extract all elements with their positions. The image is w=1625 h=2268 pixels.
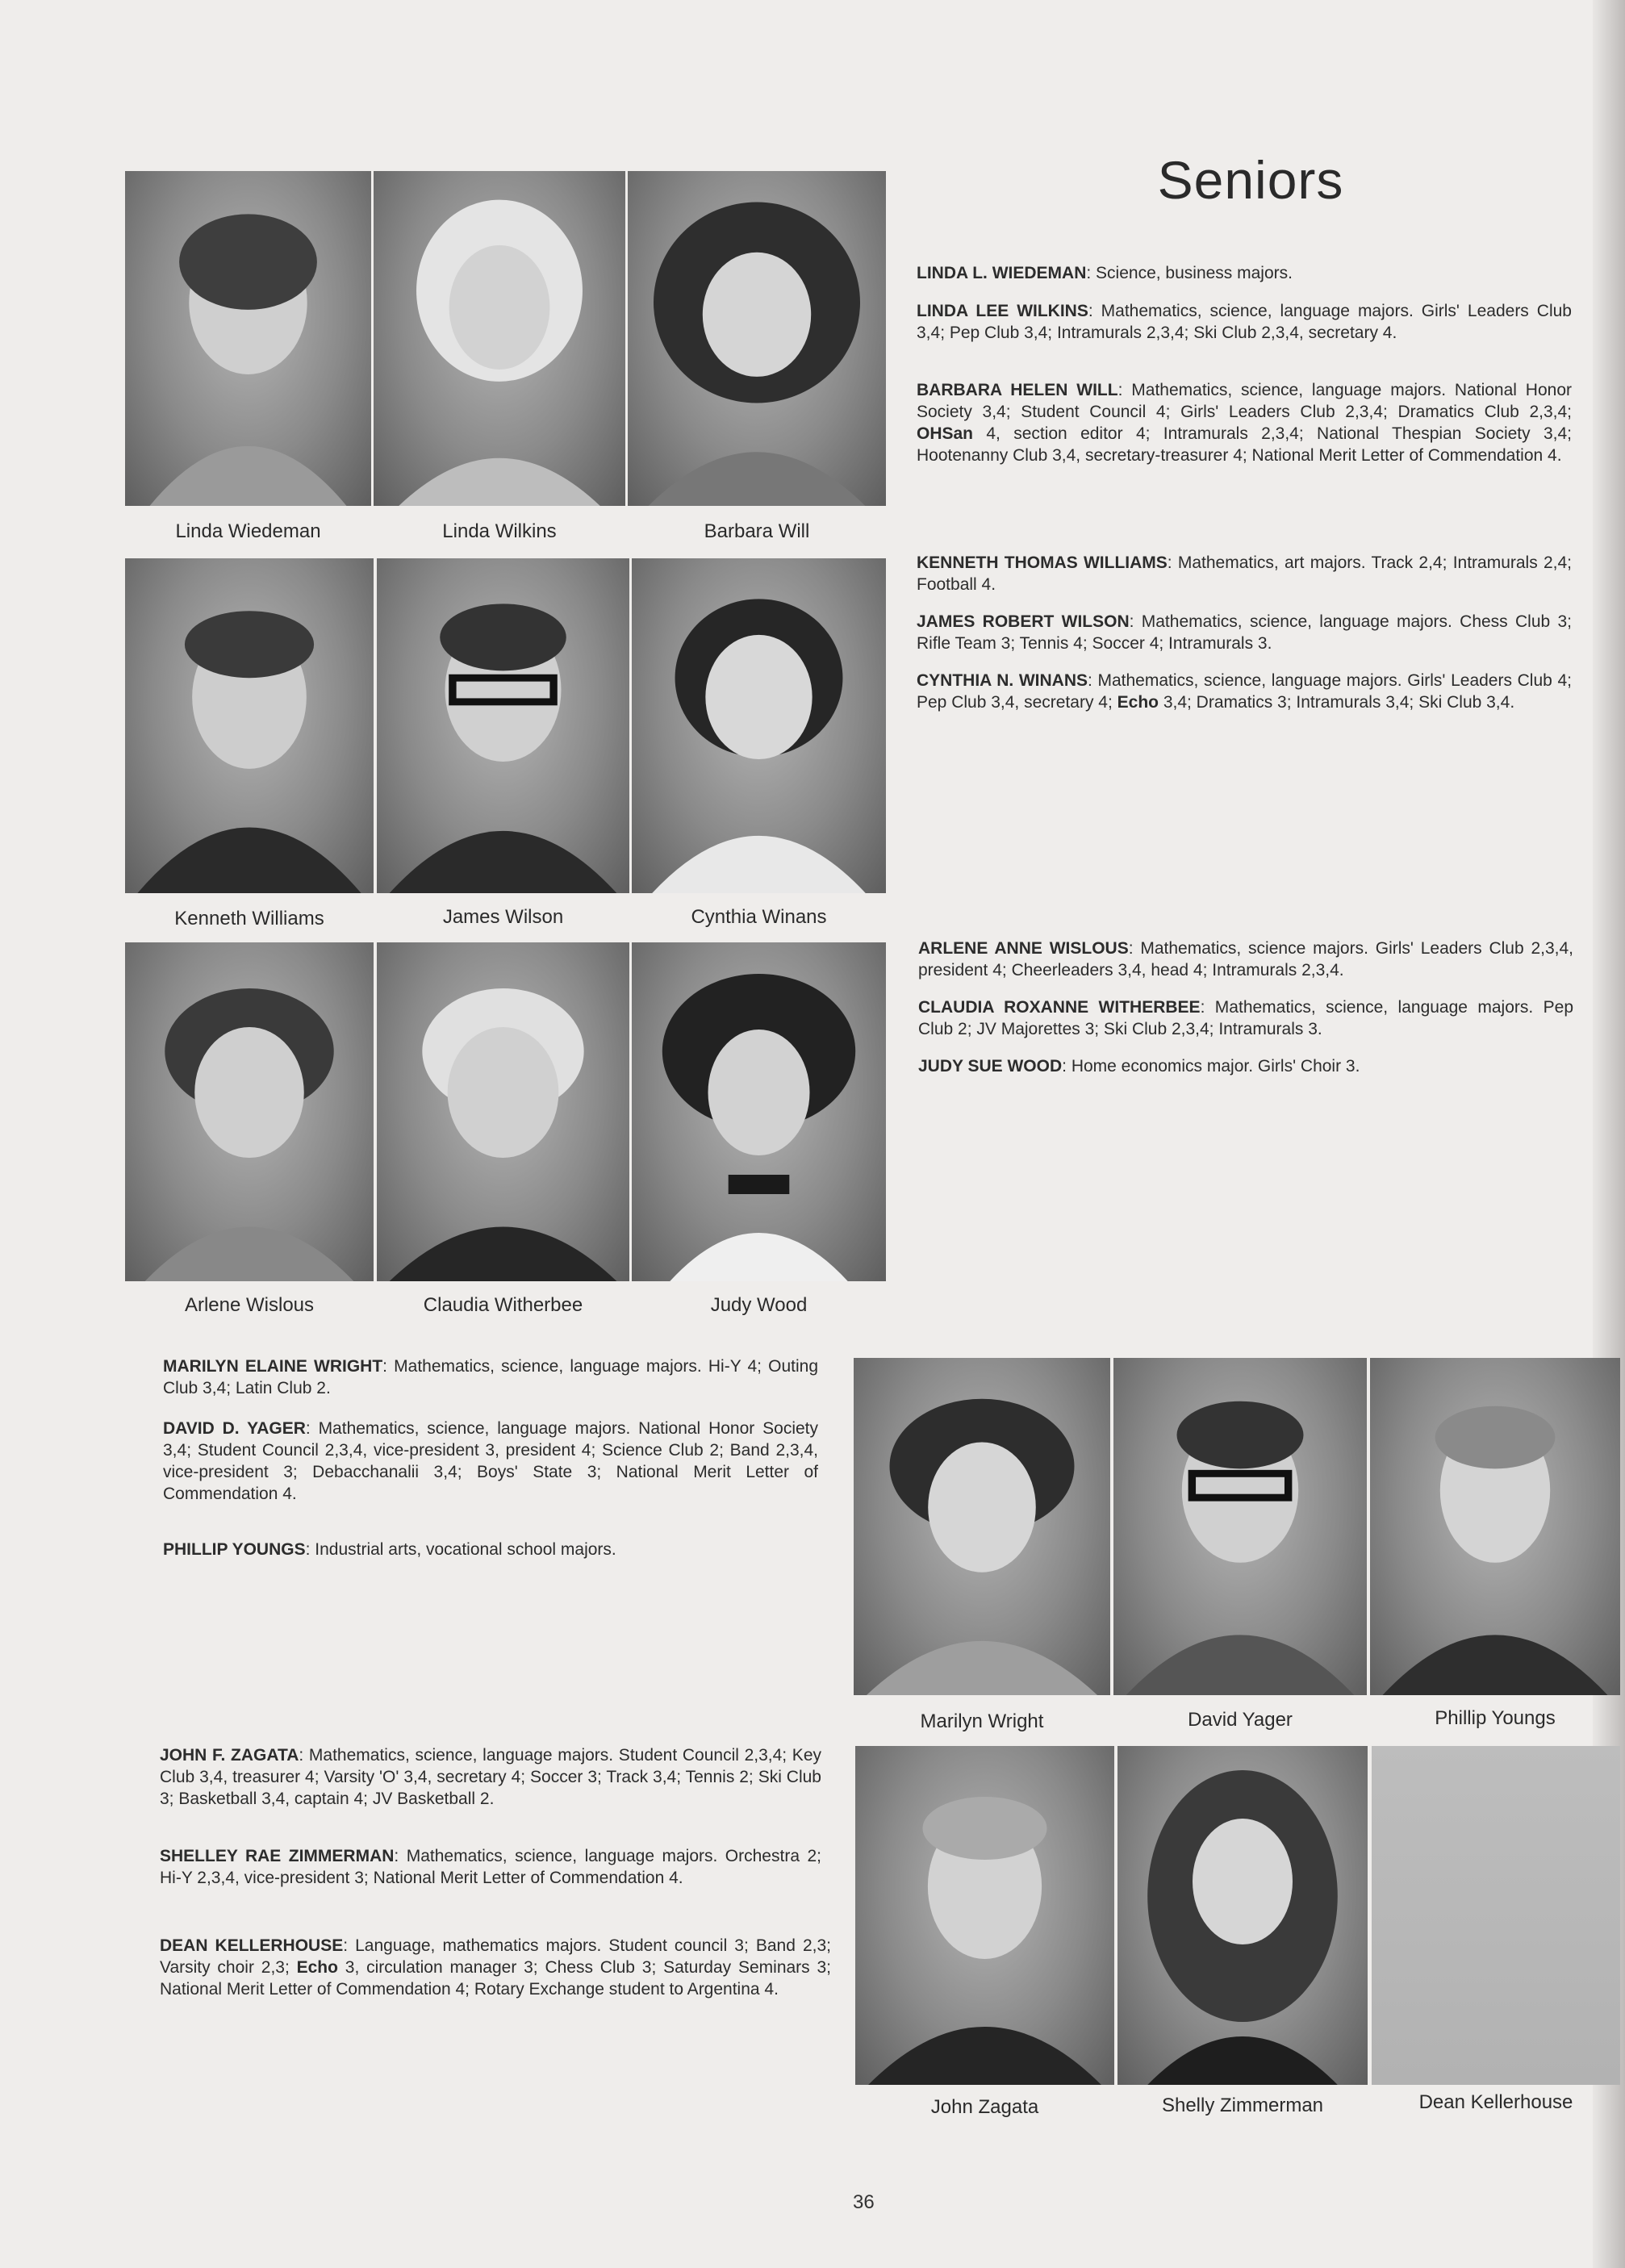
portrait-caption: Barbara Will [704, 520, 810, 542]
portrait-caption: Linda Wiedeman [175, 520, 321, 542]
senior-name: SHELLEY RAE ZIMMERMAN [160, 1847, 395, 1865]
senior-name: ARLENE ANNE WISLOUS [918, 939, 1129, 958]
senior-name: DAVID D. YAGER [163, 1419, 306, 1438]
portrait-photo [628, 171, 886, 506]
portrait-photo [125, 558, 374, 893]
portrait-photo [1117, 1746, 1368, 2085]
senior-bio: CYNTHIA N. WINANS: Mathematics, science, language majors. Girls' Leaders Club 4; Pep Club 3,4, secretary 4; Echo 3,4; Dramatics 3; Intramurals 3,4; Ski Club 3,4. [917, 671, 1572, 712]
senior-name: JAMES ROBERT WILSON [917, 612, 1130, 631]
senior-bio: ARLENE ANNE WISLOUS: Mathematics, science majors. Girls' Leaders Club 2,3,4, president 4; Cheerleaders 3,4, head 4; Intramurals 2,3,4. [918, 939, 1573, 979]
portrait-photo-blank [1372, 1746, 1620, 2085]
senior-name: JOHN F. ZAGATA [160, 1746, 299, 1765]
portrait-photo [377, 558, 629, 893]
portrait-photo [1370, 1358, 1620, 1695]
portrait-caption: Arlene Wislous [184, 1294, 315, 1316]
senior-name: MARILYN ELAINE WRIGHT [163, 1357, 383, 1376]
portrait-photo [377, 942, 629, 1281]
senior-name: PHILLIP YOUNGS [163, 1540, 306, 1559]
senior-bio: MARILYN ELAINE WRIGHT: Mathematics, science, language majors. Hi-Y 4; Outing Club 3,4; Latin Club 2. [163, 1357, 818, 1397]
senior-bio: DAVID D. YAGER: Mathematics, science, language majors. National Honor Society 3,4; Student Council 2,3,4, vice-president 3, president 4; Science Club 2; Band 2,3,4, vice-president 3; Debacchanalii 3,4; Boys' State 3; National Merit Letter of Commendation 4. [163, 1419, 818, 1503]
portrait-caption: Cynthia Winans [691, 906, 827, 928]
senior-name: CYNTHIA N. WINANS [917, 671, 1088, 690]
portrait-caption: Linda Wilkins [442, 520, 557, 542]
portrait-photo [854, 1358, 1110, 1695]
senior-bio: DEAN KELLERHOUSE: Language, mathematics majors. Student council 3; Band 2,3; Varsity choir 2,3; Echo 3, circulation manager 3; Chess Club 3; Saturday Seminars 3; National Merit Letter of Commendation 4; Rotary Exchange student to Argentina 4. [160, 1936, 831, 1999]
senior-bio: JAMES ROBERT WILSON: Mathematics, science, language majors. Chess Club 3; Rifle Team 3; Tennis 4; Soccer 4; Intramurals 3. [917, 612, 1572, 653]
page-title: Seniors [1157, 150, 1344, 210]
portrait-caption: Kenneth Williams [174, 908, 324, 929]
portrait-photo [632, 558, 886, 893]
senior-name: BARBARA HELEN WILL [917, 381, 1118, 399]
senior-bio: JOHN F. ZAGATA: Mathematics, science, language majors. Student Council 2,3,4; Key Club 3,4, treasurer 4; Varsity 'O' 3,4, secretary 4; Soccer 3; Track 3,4; Tennis 2; Ski Club 3; Basketball 3,4, captain 4; JV Basketball 2. [160, 1746, 821, 1808]
senior-name: LINDA L. WIEDEMAN [917, 264, 1087, 282]
portrait-photo [125, 942, 374, 1281]
senior-bio: SHELLEY RAE ZIMMERMAN: Mathematics, science, language majors. Orchestra 2; Hi-Y 2,3,4, vice-president 3; National Merit Letter of Commendation 4. [160, 1847, 821, 1887]
senior-bio: CLAUDIA ROXANNE WITHERBEE: Mathematics, science, language majors. Pep Club 2; JV Majorettes 3; Ski Club 2,3,4; Intramurals 3. [918, 998, 1574, 1038]
senior-bio: JUDY SUE WOOD: Home economics major. Girls' Choir 3. [918, 1057, 1360, 1076]
portrait-caption: John Zagata [930, 2096, 1039, 2118]
portrait-caption: Dean Kellerhouse [1418, 2091, 1573, 2113]
page-number: 36 [853, 2191, 875, 2213]
senior-bio: LINDA L. WIEDEMAN: Science, business majors. [917, 264, 1293, 282]
portrait-caption: Phillip Youngs [1435, 1707, 1556, 1729]
portrait-photo [855, 1746, 1114, 2085]
portrait-caption: David Yager [1188, 1709, 1293, 1731]
portrait-caption: Claudia Witherbee [423, 1294, 583, 1316]
senior-name: KENNETH THOMAS WILLIAMS [917, 553, 1168, 572]
portrait-photo [632, 942, 886, 1281]
portrait-caption: James Wilson [442, 906, 564, 928]
senior-name: CLAUDIA ROXANNE WITHERBEE [918, 998, 1201, 1017]
senior-bio: KENNETH THOMAS WILLIAMS: Mathematics, art majors. Track 2,4; Intramurals 2,4; Football 4. [917, 553, 1572, 594]
portrait-photo [374, 171, 625, 506]
portrait-caption: Marilyn Wright [920, 1710, 1044, 1732]
portrait-caption: Judy Wood [710, 1294, 808, 1316]
senior-name: LINDA LEE WILKINS [917, 302, 1088, 320]
senior-name: JUDY SUE WOOD [918, 1057, 1063, 1076]
portrait-caption: Shelly Zimmerman [1161, 2095, 1324, 2116]
portrait-photo [1113, 1358, 1367, 1695]
senior-name: DEAN KELLERHOUSE [160, 1936, 344, 1955]
portrait-photo [125, 171, 371, 506]
senior-bio: LINDA LEE WILKINS: Mathematics, science, language majors. Girls' Leaders Club 3,4; Pep Club 3,4; Intramurals 2,3,4; Ski Club 2,3,4, secretary 4. [917, 302, 1572, 342]
senior-bio: PHILLIP YOUNGS: Industrial arts, vocational school majors. [163, 1540, 616, 1559]
senior-bio: BARBARA HELEN WILL: Mathematics, science, language majors. National Honor Society 3,4; Student Council 4; Girls' Leaders Club 2,3,4; Dramatics Club 2,3,4; OHSan 4, section editor 4; Intramurals 2,3,4; National Thespian Society 3,4; Hootenanny Club 3,4, secretary-treasurer 4; National Merit Letter of Commendation 4. [917, 381, 1573, 465]
